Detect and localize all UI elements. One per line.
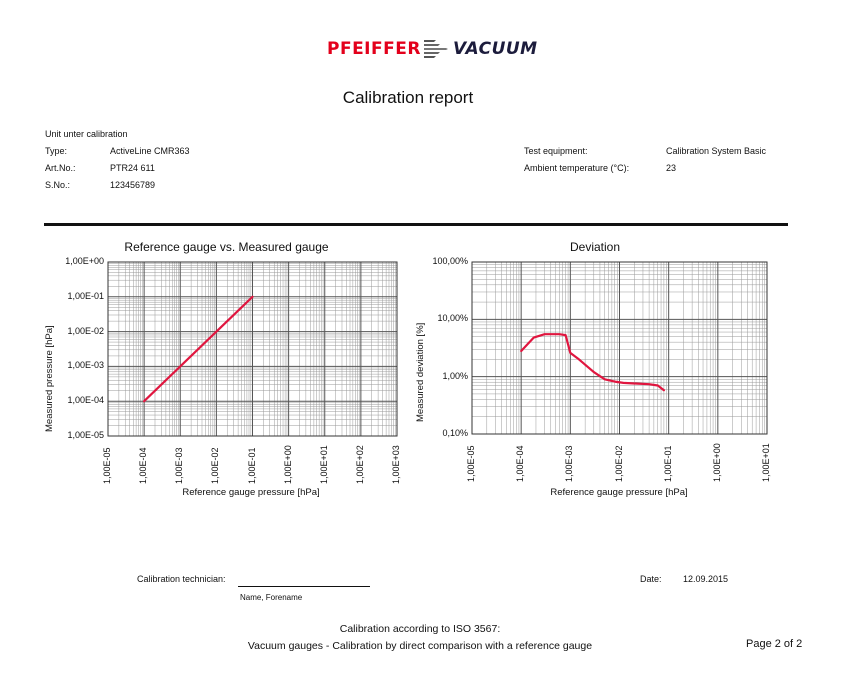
chart1-y-tick-label: 1,00E-05 [67, 430, 104, 440]
chart1-x-tick-label: 1,00E+02 [354, 445, 365, 484]
type-label: Type: [45, 146, 68, 156]
page-number: Page 2 of 2 [746, 638, 803, 650]
chart1-y-tick-label: 1,00E-04 [67, 395, 104, 406]
chart2-y-tick-label: 10,00% [437, 313, 468, 324]
chart1-xlabel: Reference gauge pressure [hPa] [182, 487, 320, 498]
chart1-x-tick-label: 1,00E+01 [318, 445, 329, 484]
chart2-title: Deviation [569, 240, 621, 254]
art-value: PTR24 611 [110, 163, 155, 173]
sno-value: 123456789 [110, 180, 156, 190]
technician-label: Calibration technician: [137, 574, 226, 584]
chart1-y-tick-label: 1,00E+00 [65, 256, 104, 266]
chart2-ylabel: Measured deviation [%] [415, 322, 426, 422]
chart1-x-tick-label: 1,00E-04 [138, 447, 149, 484]
chart1-x-tick-label: 1,00E+03 [391, 445, 401, 484]
test-equipment-value: Calibration System Basic [666, 146, 767, 156]
type-value: ActiveLine CMR363 [110, 146, 190, 156]
name-caption: Name, Forename [240, 593, 303, 602]
chart1-ylabel: Measured pressure [hPa] [44, 325, 55, 432]
signature-line[interactable] [238, 586, 370, 587]
art-label: Art.No.: [45, 163, 76, 173]
logo-brand: PFEIFFER [327, 39, 421, 59]
chart2-series-line [521, 334, 664, 390]
chart1-x-tick-label: 1,00E-01 [246, 447, 257, 484]
sno-label: S.No.: [45, 180, 71, 190]
chart2-x-tick-label: 1,00E+01 [761, 443, 771, 482]
chart1-y-tick-label: 1,00E-03 [67, 360, 104, 371]
chart1-x-tick-label: 1,00E-03 [174, 447, 185, 484]
logo-product: VACUUM [452, 39, 538, 59]
chart1-title: Reference gauge vs. Measured gauge [124, 240, 329, 254]
test-equipment-label: Test equipment: [524, 146, 588, 156]
chart2-x-tick-label: 1,00E+00 [711, 443, 722, 482]
ambient-label: Ambient temperature (°C): [524, 163, 630, 173]
chart1-x-tick-label: 1,00E+00 [282, 445, 293, 484]
chart1-y-tick-label: 1,00E-01 [67, 290, 104, 301]
chart2-x-tick-label: 1,00E-01 [662, 445, 673, 482]
chart2-x-tick-label: 1,00E-04 [515, 445, 526, 482]
chart1-x-tick-label: 1,00E-05 [102, 447, 112, 484]
chart1-x-tick-label: 1,00E-02 [210, 447, 221, 484]
chart2-y-tick-label: 100,00% [432, 256, 468, 266]
chart2-x-tick-label: 1,00E-03 [564, 445, 575, 482]
date-value: 12.09.2015 [683, 574, 729, 584]
date-label: Date: [640, 574, 662, 584]
footer-line1: Calibration according to ISO 3567: [339, 623, 501, 635]
chart2-y-tick-label: 1,00% [442, 370, 468, 381]
ambient-value: 23 [666, 163, 677, 173]
chart2-x-tick-label: 1,00E-02 [613, 445, 624, 482]
chart2-x-tick-label: 1,00E-05 [466, 445, 476, 482]
chart1-y-tick-label: 1,00E-02 [67, 325, 104, 336]
page-title: Calibration report [342, 88, 474, 107]
chart2-y-tick-label: 0,10% [442, 428, 468, 438]
chart2-xlabel: Reference gauge pressure [hPa] [550, 487, 688, 498]
unit-heading: Unit unter calibration [45, 129, 128, 139]
footer-line2: Vacuum gauges - Calibration by direct comparison with a reference gauge [247, 640, 593, 652]
